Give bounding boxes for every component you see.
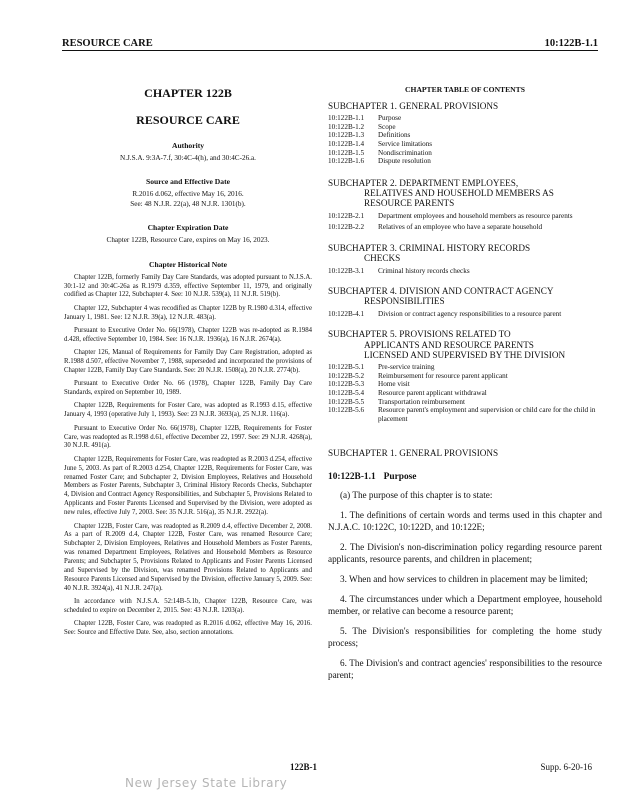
toc-subchapter-5 — [328, 329, 602, 423]
section-item: 5. The Division's responsibilities for completing the home study process; — [328, 626, 602, 649]
toc-entry[interactable] — [328, 140, 602, 149]
toc-entry[interactable] — [328, 380, 602, 389]
toc-entry[interactable] — [328, 372, 602, 381]
section-number: 10:122B-1.1 — [328, 472, 376, 483]
toc-entry[interactable] — [328, 389, 602, 398]
toc-subchapter-heading-line: SUBCHAPTER 1. GENERAL PROVISIONS — [328, 101, 499, 111]
history-paragraph: Chapter 122B, Requirements for Foster Care, was readopted as R.2003 d.254, effective June 5, 2003. As part of R.2003 d.254, Chapter 122B, Requirements for Foster Care, was renamed Foster Care; and Subchapter 2, Division Employees, Relatives and Household Members as Foster Parents, Subchapter 3, Criminal History Records Checks, Subchapter 4, Division and Contract Agency Responsibilities, and Subchapter 5, Provisions Related to Applicants and Foster Parents Licensed and Supervised by the Division, were adopted as new rules, effective July 7, 2003. See: 35 N.J.R. 516(a), 35 N.J.R. 2922(a). — [64, 455, 312, 517]
toc-entry[interactable] — [328, 123, 602, 132]
toc-entry[interactable] — [328, 223, 602, 232]
toc-entry-num: 10:122B-5.6 — [328, 406, 365, 415]
toc-entry-title: Division or contract agency responsibilities to a resource parent — [378, 309, 562, 318]
toc-entry-title: Purpose — [378, 114, 402, 123]
section-heading — [328, 472, 602, 482]
source-line-1: R.2016 d.062, effective May 16, 2016. — [132, 190, 244, 199]
toc-entry-num: 10:122B-4.1 — [328, 309, 365, 318]
toc-entry-title: Relatives of an employee who have a separate household — [378, 223, 543, 232]
history-paragraph: Chapter 122, Subchapter 4 was recodified as Chapter 122B by R.1980 d.314, effective January 1, 1981. See: 12 N.J.R. 39(a), 12 N.J.R. 483(a). — [64, 304, 312, 321]
toc-entry-num: 10:122B-1.2 — [328, 122, 365, 131]
section-item: 6. The Division's and contract agencies' responsibilities to the resource parent; — [328, 658, 602, 681]
history-paragraph: Chapter 122B, Foster Care, was readopted as R.2009 d.4, effective December 2, 2008. As a part of R.2009 d.4, Chapter 122B, Foster Care, was renamed Resource Care; Subchapter 2, Division Employees, Relatives and Household Members as Foster Parents, was renamed Department Employees, Relatives and Household Members as Resource Parents; and Subchapter 5, Provisions Related to Applicants and Foster Parents Licensed and Supervised by the Division, was renamed Provisions Related to Applicants and Resource Parents Licensed and Supervised by the Division, effective January 5, 2009. See: 40 N.J.R. 3924(a), 41 N.J.R. 247(a). — [64, 522, 312, 592]
toc-entry[interactable] — [328, 406, 602, 423]
toc-entry[interactable] — [328, 131, 602, 140]
toc-entry[interactable] — [328, 398, 602, 407]
toc-entry-title: Reimbursement for resource parent applicant — [378, 371, 508, 380]
toc-entry-num: 10:122B-1.4 — [328, 140, 365, 149]
toc-subchapter-heading-line: SUBCHAPTER 5. PROVISIONS RELATED TO — [328, 329, 511, 340]
section-title: Purpose — [383, 472, 417, 483]
right-column — [328, 58, 602, 689]
section-item: 3. When and how services to children in placement may be limited; — [340, 574, 588, 585]
supplement-date: Supp. 6-20-16 — [540, 762, 592, 772]
toc-subchapter-heading-line: RESOURCE PARENTS — [364, 198, 455, 209]
history-paragraph: In accordance with N.J.S.A. 52:14B-5.1b, Chapter 122B, Resource Care, was scheduled to expire on December 2, 2015. See: 43 N.J.R. 1203(a). — [64, 598, 312, 615]
history-paragraph: Pursuant to Executive Order No. 66(1978), Chapter 122B, Requirements for Foster Care, was readopted as R.1998 d.61, effective December 22, 1997. See: 29 N.J.R. 4268(a), 30 N.J.R. 491(a). — [64, 424, 312, 450]
toc-entry-title: Nondiscrimination — [378, 148, 432, 157]
toc-entry[interactable] — [328, 363, 602, 372]
toc-subchapter-heading-line: RESPONSIBILITIES — [364, 296, 445, 307]
running-header — [62, 35, 598, 49]
left-column — [64, 58, 312, 643]
toc-entry[interactable] — [328, 149, 602, 158]
toc-entry-title: Dispute resolution — [378, 157, 431, 166]
toc-entry-num: 10:122B-1.3 — [328, 131, 365, 140]
toc-entry-title: Pre-service training — [378, 363, 435, 372]
section-item: 4. The circumstances under which a Department employee, household member, or relative can become a resource parent; — [328, 594, 602, 617]
toc-entry-title: Home visit — [378, 380, 410, 389]
toc-entry[interactable] — [328, 212, 602, 221]
toc-entry-title: Transportation reimbursement — [378, 397, 465, 406]
toc-subchapter-heading-line: APPLICANTS AND RESOURCE PARENTS — [364, 339, 534, 350]
toc-subchapter-1 — [328, 101, 602, 166]
toc-subchapter-heading-line: RELATIVES AND HOUSEHOLD MEMBERS AS — [364, 188, 554, 199]
historical-note — [64, 274, 312, 639]
toc-entry-title: Criminal history records checks — [378, 266, 470, 275]
toc-entry-num: 10:122B-5.5 — [328, 397, 365, 406]
history-paragraph: Chapter 122B, Foster Care, was readopted as R.2016 d.062, effective May 16, 2016. See: Source and Effective Date. See, also, section annotations. — [64, 620, 312, 637]
header-section: 10:122B-1.1 — [544, 38, 598, 49]
toc-entry-num: 10:122B-5.4 — [328, 388, 365, 397]
toc-entry-title: Resource parent's employment and supervision or child care for the child in placement — [378, 406, 596, 423]
toc-entry-num: 10:122B-5.3 — [328, 380, 365, 389]
subchapter-heading: SUBCHAPTER 1. GENERAL PROVISIONS — [328, 448, 499, 459]
toc-entry-num: 10:122B-1.6 — [328, 157, 365, 166]
history-paragraph: Pursuant to Executive Order No. 66(1978), Chapter 122B was re-adopted as R.1984 d.428, effective September 10, 1984. See: 16 N.J.R. 1936(a), 16 N.J.R. 2674(a). — [64, 326, 312, 343]
section-item: 2. The Division's non-discrimination policy regarding resource parent applicants, resource parents, and children in placement; — [328, 542, 602, 565]
toc-subchapter-heading — [328, 178, 602, 209]
toc-subchapter-heading-line: SUBCHAPTER 2. DEPARTMENT EMPLOYEES, — [328, 177, 519, 188]
toc-subchapter-heading-line: SUBCHAPTER 4. DIVISION AND CONTRACT AGENCY — [328, 286, 554, 297]
history-paragraph: Chapter 122B, formerly Family Day Care Standards, was adopted pursuant to N.J.S.A. 30:1-12 and 30:4C-26a as R.1979 d.359, effective September 11, 1979, and originally codified as Chapter 122, Subchapter 4. See: 10 N.J.R. 539(a), 11 N.J.R. 519(b). — [64, 273, 312, 299]
section-item: 1. The definitions of certain words and terms used in this chapter and N.J.A.C. 10:122C, 10:122D, and 10:122E; — [328, 510, 602, 533]
toc-entry-num: 10:122B-2.1 — [328, 211, 365, 220]
toc-entry[interactable] — [328, 267, 602, 276]
toc-entry-title: Definitions — [378, 131, 411, 140]
toc-entry-title: Department employees and household members as resource parents — [378, 211, 573, 220]
toc-entry-num: 10:122B-5.2 — [328, 371, 365, 380]
toc-subchapter-heading — [328, 101, 602, 111]
toc-subchapter-3 — [328, 243, 602, 275]
chapter-number: CHAPTER 122B — [144, 86, 232, 100]
toc-title: CHAPTER TABLE OF CONTENTS — [405, 85, 525, 94]
expiration-heading: Chapter Expiration Date — [147, 223, 229, 233]
toc-entry-num: 10:122B-1.5 — [328, 148, 365, 157]
toc-entry[interactable] — [328, 114, 602, 123]
toc-entry-num: 10:122B-1.1 — [328, 114, 365, 123]
toc-subchapter-2 — [328, 178, 602, 232]
toc-entry-num: 10:122B-5.1 — [328, 363, 365, 372]
history-paragraph: Chapter 126, Manual of Requirements for Family Day Care Registration, adopted as R.1988 d.507, effective November 7, 1988, superseded and incorporated the provisions of Chapter 122B, Family Day Care Standards. See: 20 N.J.R. 1508(a), 20 N.J.R. 2774(b). — [64, 349, 312, 374]
toc-entry-title: Resource parent applicant withdrawal — [378, 388, 487, 397]
header-rule — [62, 50, 598, 51]
authority-heading: Authority — [171, 141, 205, 150]
history-paragraph: Pursuant to Executive Order No. 66 (1978), Chapter 122B, Family Day Care Standards, expired on September 10, 1989. — [64, 380, 312, 397]
toc-subchapter-heading — [328, 329, 602, 360]
source-line-2: See: 48 N.J.R. 22(a), 48 N.J.R. 1301(b). — [130, 199, 246, 208]
toc-entry-title: Service limitations — [378, 140, 433, 149]
toc-entry-num: 10:122B-2.2 — [328, 223, 365, 232]
toc-entry[interactable] — [328, 310, 602, 319]
section-lead: (a) The purpose of this chapter is to state: — [340, 490, 493, 501]
authority-text: N.J.S.A. 9:3A-7.f, 30:4C-4(h), and 30:4C-26.a. — [120, 154, 256, 162]
toc-subchapter-heading-line: SUBCHAPTER 3. CRIMINAL HISTORY RECORDS — [328, 242, 531, 253]
chapter-name: RESOURCE CARE — [136, 113, 240, 127]
source-heading: Source and Effective Date — [145, 177, 230, 187]
toc-subchapter-heading — [328, 243, 602, 264]
toc-subchapter-heading-line: LICENSED AND SUPERVISED BY THE DIVISION — [364, 349, 566, 360]
toc-entry-num: 10:122B-3.1 — [328, 266, 365, 275]
toc-entry[interactable] — [328, 157, 602, 166]
library-watermark: New Jersey State Library — [125, 776, 288, 790]
toc-subchapter-heading — [328, 286, 602, 307]
page-number: 122B-1 — [290, 762, 317, 772]
toc-subchapter-heading-line: CHECKS — [364, 253, 401, 264]
header-title: RESOURCE CARE — [62, 38, 153, 49]
expiration-text: Chapter 122B, Resource Care, expires on May 16, 2023. — [106, 236, 270, 245]
history-paragraph: Chapter 122B, Requirements for Foster Care, was adopted as R.1993 d.15, effective January 4, 1993 (operative July 1, 1993). See: 23 N.J.R. 3693(a), 25 N.J.R. 116(a). — [64, 402, 312, 419]
toc-entry-title: Scope — [378, 122, 396, 131]
toc-subchapter-4 — [328, 286, 602, 318]
history-heading: Chapter Historical Note — [149, 259, 227, 269]
